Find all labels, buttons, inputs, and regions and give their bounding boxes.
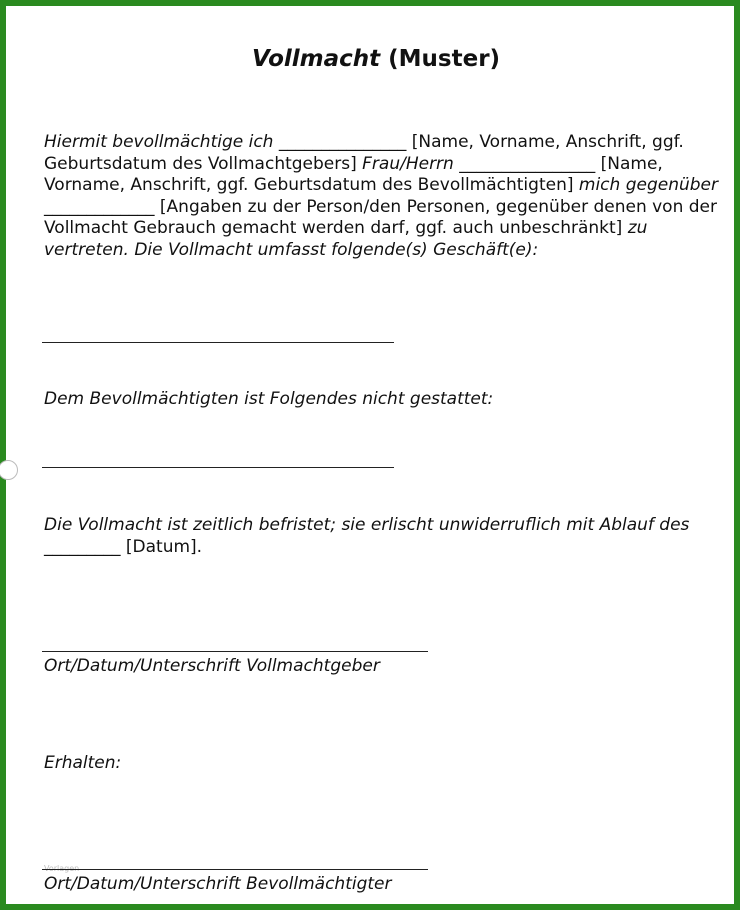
edge-circle-icon	[0, 460, 18, 480]
validity-italic: Die Vollmacht ist zeitlich befristet; sie erlischt unwiderruflich mit Ablauf des	[44, 515, 690, 535]
document-title	[6, 46, 740, 72]
intro-segment: _____________ [Angaben zu der Person/den Personen, gegenüber denen von der Vollmacht Gebrauch gemacht werden darf, ggf. auch unbeschränkt]	[44, 196, 718, 239]
received-label: Erhalten:	[44, 753, 122, 773]
intro-segment: _______________ [Name, Vorname, Anschrift, ggf. Geburtsdatum des Vollmachtgebers]	[44, 132, 684, 174]
validity-paragraph	[44, 515, 724, 558]
intro-segment: ________________ [Name, Vorname, Anschrift, ggf. Geburtsdatum des Bevollmächtigten]	[44, 153, 663, 196]
signature-giver-line	[42, 651, 428, 652]
intro-segment: Hiermit bevollmächtige ich	[44, 132, 274, 152]
title-italic: Vollmacht	[251, 46, 381, 72]
signature-giver-label: Ort/Datum/Unterschrift Vollmachtgeber	[44, 656, 380, 676]
signature-agent-line	[42, 869, 428, 870]
watermark: Vorlagen	[44, 864, 80, 873]
intro-segment: zu vertreten. Die Vollmacht umfasst folgende(s) Geschäft(e):	[44, 218, 648, 260]
not-permitted-label: Dem Bevollmächtigten ist Folgendes nicht gestattet:	[44, 389, 494, 409]
intro-segment: mich gegenüber	[578, 175, 718, 196]
title-rest: (Muster)	[380, 46, 501, 72]
signature-agent-label: Ort/Datum/Unterschrift Bevollmächtigter	[44, 874, 392, 894]
intro-segment: Frau/Herrn	[362, 153, 454, 174]
validity-rest: _________ [Datum].	[44, 536, 203, 557]
intro-paragraph	[44, 132, 724, 262]
business-line	[42, 342, 394, 343]
not-permitted-line	[42, 467, 394, 468]
